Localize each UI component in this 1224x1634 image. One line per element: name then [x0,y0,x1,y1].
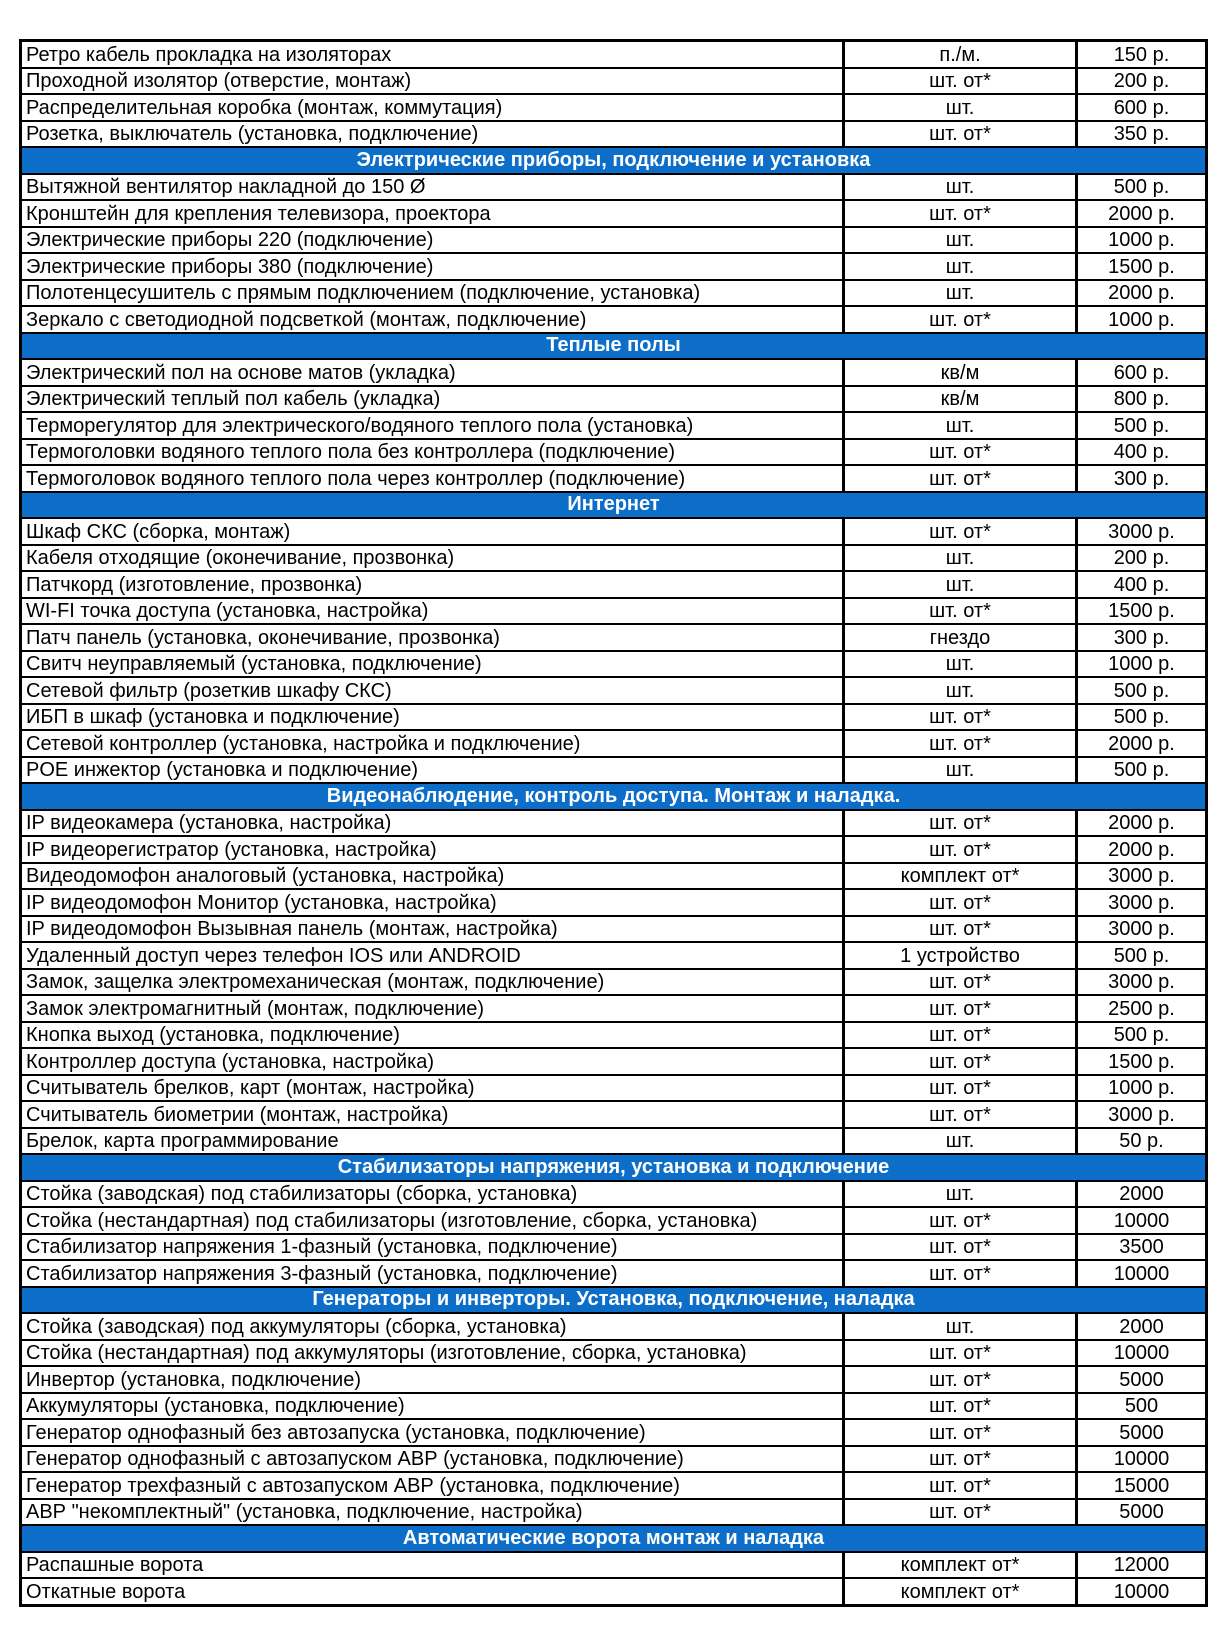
table-row [21,412,1207,439]
service-name-cell: Стойка (заводская) под стабилизаторы (сборка, установка) [21,1181,844,1208]
table-row [21,1393,1207,1420]
unit-cell: шт. от* [844,439,1077,466]
price-cell: 1000 р. [1077,306,1207,333]
section-header-row [21,1525,1207,1552]
table-row [21,1128,1207,1155]
price-cell: 10000 [1077,1578,1207,1605]
service-name-cell: Электрический пол на основе матов (укладка) [21,359,844,386]
table-row [21,916,1207,943]
section-header-row [21,492,1207,519]
price-cell: 10000 [1077,1446,1207,1473]
price-cell: 15000 [1077,1472,1207,1499]
table-row [21,1419,1207,1446]
section-title: Видеонаблюдение, контроль доступа. Монтаж и наладка. [21,783,1207,810]
table-row [21,651,1207,678]
service-name-cell: POE инжектор (установка и подключение) [21,757,844,784]
section-title: Автоматические ворота монтаж и наладка [21,1525,1207,1552]
unit-cell: шт. от* [844,200,1077,227]
price-cell: 2000 р. [1077,280,1207,307]
table-row [21,1552,1207,1579]
table-row [21,518,1207,545]
unit-cell: шт. [844,1128,1077,1155]
unit-cell: шт. от* [844,306,1077,333]
price-cell: 1500 р. [1077,598,1207,625]
service-name-cell: Полотенцесушитель с прямым подключением (подключение, установка) [21,280,844,307]
section-header-row [21,1287,1207,1314]
price-cell: 400 р. [1077,439,1207,466]
price-cell: 150 р. [1077,41,1207,68]
service-name-cell: Зеркало с светодиодной подсветкой (монтаж, подключение) [21,306,844,333]
price-cell: 5000 [1077,1419,1207,1446]
table-row [21,280,1207,307]
unit-cell: комплект от* [844,863,1077,890]
unit-cell: шт. от* [844,518,1077,545]
table-row [21,1446,1207,1473]
service-name-cell: Шкаф СКС (сборка, монтаж) [21,518,844,545]
service-name-cell: Электрический теплый пол кабель (укладка) [21,386,844,413]
unit-cell: шт. от* [844,1048,1077,1075]
price-cell: 500 р. [1077,174,1207,201]
unit-cell: шт. [844,412,1077,439]
table-row [21,624,1207,651]
table-row [21,253,1207,280]
table-row [21,1340,1207,1367]
section-title: Интернет [21,492,1207,519]
service-name-cell: Проходной изолятор (отверстие, монтаж) [21,68,844,95]
price-cell: 2000 [1077,1181,1207,1208]
unit-cell: 1 устройство [844,942,1077,969]
service-name-cell: Стойка (заводская) под аккумуляторы (сборка, установка) [21,1313,844,1340]
service-name-cell: IP видеодомофон Монитор (установка, настройка) [21,889,844,916]
service-name-cell: Замок электромагнитный (монтаж, подключение) [21,995,844,1022]
unit-cell: шт. от* [844,598,1077,625]
price-cell: 2000 р. [1077,810,1207,837]
price-cell: 1000 р. [1077,651,1207,678]
price-cell: 5000 [1077,1499,1207,1526]
unit-cell: шт. от* [844,969,1077,996]
table-row [21,227,1207,254]
unit-cell: п./м. [844,41,1077,68]
service-name-cell: Электрические приборы 220 (подключение) [21,227,844,254]
unit-cell: кв/м [844,386,1077,413]
table-row [21,41,1207,68]
price-cell: 10000 [1077,1207,1207,1234]
unit-cell: шт. от* [844,810,1077,837]
table-row [21,1207,1207,1234]
price-cell: 3000 р. [1077,518,1207,545]
unit-cell: шт. от* [844,121,1077,148]
unit-cell: шт. от* [844,68,1077,95]
price-cell: 600 р. [1077,94,1207,121]
unit-cell: шт. от* [844,1419,1077,1446]
table-row [21,571,1207,598]
price-cell: 1500 р. [1077,1048,1207,1075]
price-cell: 500 р. [1077,677,1207,704]
unit-cell: шт. [844,1313,1077,1340]
service-name-cell: Термоголовки водяного теплого пола без контроллера (подключение) [21,439,844,466]
price-cell: 3000 р. [1077,969,1207,996]
unit-cell: шт. от* [844,1022,1077,1049]
service-name-cell: Инвертор (установка, подключение) [21,1366,844,1393]
price-cell: 2000 р. [1077,200,1207,227]
section-header-row [21,1154,1207,1181]
section-header-row [21,147,1207,174]
price-cell: 500 р. [1077,1022,1207,1049]
table-row [21,1578,1207,1605]
unit-cell: шт. от* [844,1340,1077,1367]
service-name-cell: IP видеодомофон Вызывная панель (монтаж, настройка) [21,916,844,943]
price-cell: 2000 р. [1077,730,1207,757]
table-row [21,730,1207,757]
table-row [21,704,1207,731]
unit-cell: шт. от* [844,1366,1077,1393]
unit-cell: шт. [844,174,1077,201]
service-name-cell: Терморегулятор для электрического/водяного теплого пола (установка) [21,412,844,439]
price-cell: 1000 р. [1077,227,1207,254]
service-name-cell: IP видеокамера (установка, настройка) [21,810,844,837]
service-name-cell: Генератор однофазный с автозапуском АВР (установка, подключение) [21,1446,844,1473]
price-cell: 500 р. [1077,412,1207,439]
price-cell: 200 р. [1077,545,1207,572]
table-row [21,1048,1207,1075]
unit-cell: гнездо [844,624,1077,651]
unit-cell: шт. от* [844,1234,1077,1261]
unit-cell: шт. от* [844,1499,1077,1526]
table-row [21,1022,1207,1049]
table-row [21,757,1207,784]
unit-cell: шт. от* [844,1393,1077,1420]
unit-cell: шт. [844,677,1077,704]
section-header-row [21,783,1207,810]
price-cell: 500 р. [1077,942,1207,969]
unit-cell: шт. от* [844,1207,1077,1234]
service-name-cell: Стабилизатор напряжения 3-фазный (установка, подключение) [21,1260,844,1287]
service-name-cell: Генератор однофазный без автозапуска (установка, подключение) [21,1419,844,1446]
service-name-cell: Ретро кабель прокладка на изоляторах [21,41,844,68]
table-row [21,942,1207,969]
service-name-cell: Розетка, выключатель (установка, подключение) [21,121,844,148]
unit-cell: шт. от* [844,465,1077,492]
service-name-cell: Замок, защелка электромеханическая (монтаж, подключение) [21,969,844,996]
table-row [21,810,1207,837]
price-cell: 2000 р. [1077,836,1207,863]
price-cell: 500 р. [1077,704,1207,731]
table-row [21,836,1207,863]
table-row [21,1101,1207,1128]
service-name-cell: Кабеля отходящие (оконечивание, прозвонка) [21,545,844,572]
service-name-cell: АВР "некомплектный" (установка, подключение, настройка) [21,1499,844,1526]
table-row [21,359,1207,386]
service-name-cell: Стойка (нестандартная) под стабилизаторы (изготовление, сборка, установка) [21,1207,844,1234]
price-cell: 1500 р. [1077,253,1207,280]
service-name-cell: Распашные ворота [21,1552,844,1579]
table-row [21,1075,1207,1102]
service-name-cell: Стойка (нестандартная) под аккумуляторы (изготовление, сборка, установка) [21,1340,844,1367]
section-title: Электрические приборы, подключение и установка [21,147,1207,174]
table-row [21,1499,1207,1526]
price-cell: 300 р. [1077,465,1207,492]
unit-cell: шт. от* [844,1472,1077,1499]
price-cell: 5000 [1077,1366,1207,1393]
price-cell: 3000 р. [1077,889,1207,916]
unit-cell: шт. [844,227,1077,254]
service-name-cell: Свитч неуправляемый (установка, подключение) [21,651,844,678]
section-title: Стабилизаторы напряжения, установка и подключение [21,1154,1207,1181]
unit-cell: шт. от* [844,1446,1077,1473]
service-name-cell: Электрические приборы 380 (подключение) [21,253,844,280]
service-name-cell: Сетевой фильтр (розеткив шкафу СКС) [21,677,844,704]
price-cell: 12000 [1077,1552,1207,1579]
section-title: Теплые полы [21,333,1207,360]
table-row [21,545,1207,572]
unit-cell: шт. от* [844,704,1077,731]
price-cell: 3500 [1077,1234,1207,1261]
service-name-cell: Патч панель (установка, оконечивание, прозвонка) [21,624,844,651]
price-cell: 10000 [1077,1260,1207,1287]
service-name-cell: Вытяжной вентилятор накладной до 150 Ø [21,174,844,201]
service-name-cell: Термоголовок водяного теплого пола через контроллер (подключение) [21,465,844,492]
unit-cell: шт. от* [844,1075,1077,1102]
price-cell: 300 р. [1077,624,1207,651]
table-row [21,1260,1207,1287]
service-name-cell: ИБП в шкаф (установка и подключение) [21,704,844,731]
unit-cell: шт. от* [844,836,1077,863]
unit-cell: шт. [844,651,1077,678]
unit-cell: шт. от* [844,995,1077,1022]
service-name-cell: Видеодомофон аналоговый (установка, настройка) [21,863,844,890]
price-cell: 800 р. [1077,386,1207,413]
table-row [21,200,1207,227]
price-cell: 200 р. [1077,68,1207,95]
service-name-cell: Считыватель брелков, карт (монтаж, настройка) [21,1075,844,1102]
section-title: Генераторы и инверторы. Установка, подключение, наладка [21,1287,1207,1314]
service-name-cell: Кронштейн для крепления телевизора, проектора [21,200,844,227]
price-cell: 500 р. [1077,757,1207,784]
table-row [21,1181,1207,1208]
table-row [21,439,1207,466]
price-cell: 3000 р. [1077,863,1207,890]
price-cell: 2000 [1077,1313,1207,1340]
price-cell: 600 р. [1077,359,1207,386]
service-name-cell: Контроллер доступа (установка, настройка) [21,1048,844,1075]
table-row [21,1472,1207,1499]
service-name-cell: Сетевой контроллер (установка, настройка и подключение) [21,730,844,757]
price-cell: 2500 р. [1077,995,1207,1022]
service-name-cell: Удаленный доступ через телефон IOS или ANDROID [21,942,844,969]
service-name-cell: Считыватель биометрии (монтаж, настройка) [21,1101,844,1128]
unit-cell: шт. [844,1181,1077,1208]
price-cell: 1000 р. [1077,1075,1207,1102]
table-row [21,174,1207,201]
unit-cell: комплект от* [844,1552,1077,1579]
price-cell: 3000 р. [1077,1101,1207,1128]
section-header-row [21,333,1207,360]
table-row [21,1313,1207,1340]
service-name-cell: WI-FI точка доступа (установка, настройка) [21,598,844,625]
price-cell: 10000 [1077,1340,1207,1367]
unit-cell: шт. [844,757,1077,784]
price-cell: 500 [1077,1393,1207,1420]
unit-cell: шт. [844,571,1077,598]
service-name-cell: IP видеорегистратор (установка, настройка) [21,836,844,863]
price-cell: 400 р. [1077,571,1207,598]
unit-cell: шт. [844,253,1077,280]
unit-cell: комплект от* [844,1578,1077,1605]
service-name-cell: Стабилизатор напряжения 1-фазный (установка, подключение) [21,1234,844,1261]
price-cell: 350 р. [1077,121,1207,148]
unit-cell: шт. [844,545,1077,572]
unit-cell: шт. от* [844,730,1077,757]
service-name-cell: Брелок, карта программирование [21,1128,844,1155]
table-row [21,863,1207,890]
unit-cell: кв/м [844,359,1077,386]
unit-cell: шт. от* [844,1260,1077,1287]
table-row [21,1366,1207,1393]
unit-cell: шт. от* [844,916,1077,943]
service-name-cell: Распределительная коробка (монтаж, коммутация) [21,94,844,121]
unit-cell: шт. [844,94,1077,121]
table-row [21,995,1207,1022]
unit-cell: шт. от* [844,889,1077,916]
service-name-cell: Аккумуляторы (установка, подключение) [21,1393,844,1420]
service-name-cell: Патчкорд (изготовление, прозвонка) [21,571,844,598]
table-row [21,306,1207,333]
table-row [21,889,1207,916]
table-row [21,121,1207,148]
table-row [21,386,1207,413]
table-row [21,1234,1207,1261]
price-table-body [21,41,1207,1606]
price-table [19,39,1208,1607]
table-row [21,677,1207,704]
service-name-cell: Откатные ворота [21,1578,844,1605]
price-cell: 50 р. [1077,1128,1207,1155]
service-name-cell: Кнопка выход (установка, подключение) [21,1022,844,1049]
service-name-cell: Генератор трехфазный с автозапуском АВР (установка, подключение) [21,1472,844,1499]
table-row [21,94,1207,121]
table-row [21,598,1207,625]
table-row [21,68,1207,95]
table-row [21,969,1207,996]
unit-cell: шт. от* [844,1101,1077,1128]
unit-cell: шт. [844,280,1077,307]
table-row [21,465,1207,492]
price-cell: 3000 р. [1077,916,1207,943]
